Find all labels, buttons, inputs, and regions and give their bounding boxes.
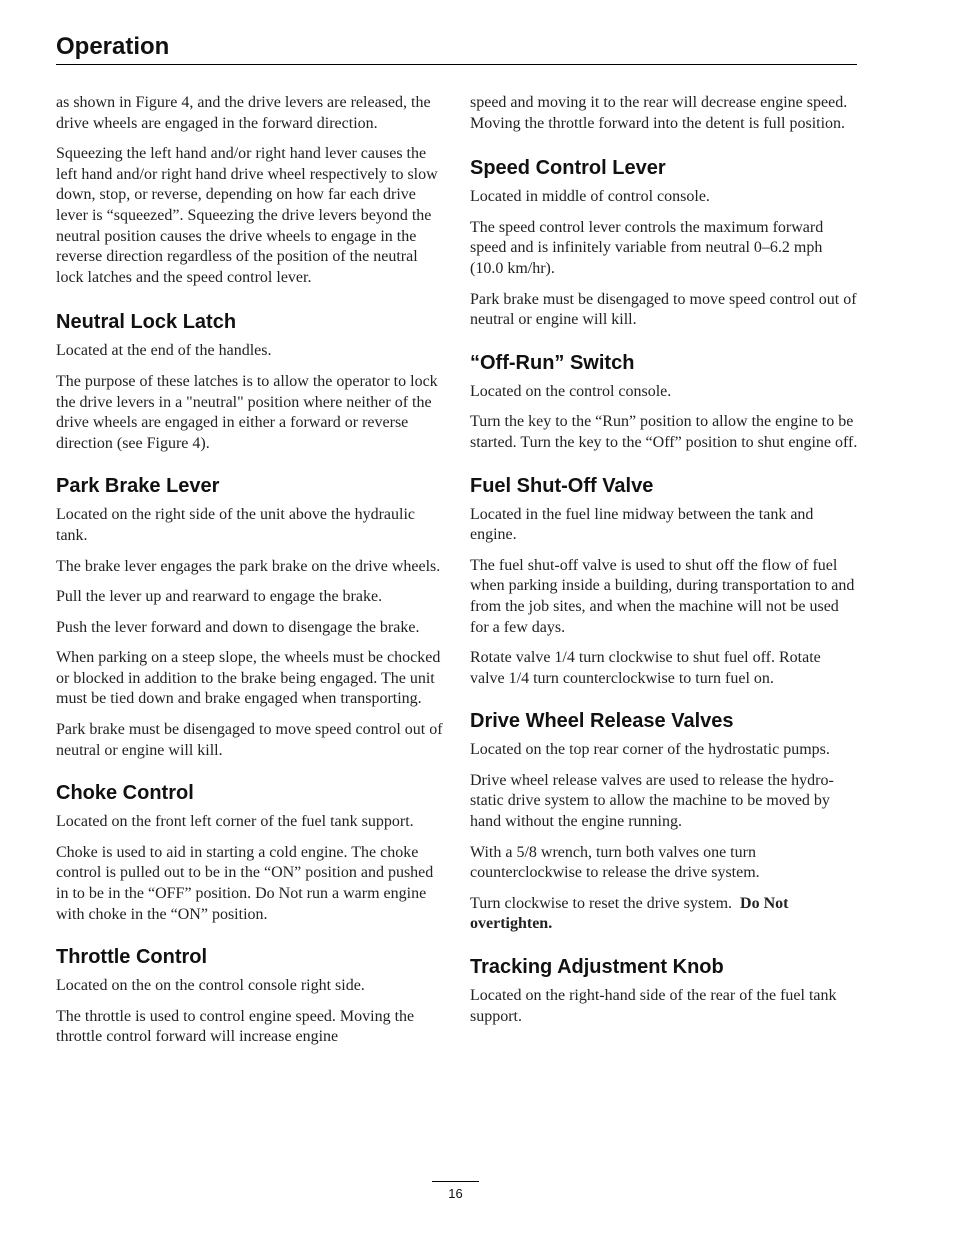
left-column: [56, 93, 444, 1058]
speed-control-location: Located in middle of control console.: [470, 188, 710, 206]
drive-release-reset: [470, 894, 858, 935]
drive-wheel-release-valves-heading: Drive Wheel Release Valves: [470, 710, 734, 733]
choke-control-heading: Choke Control: [56, 782, 194, 805]
park-brake-speed-note: Park brake must be disengaged to move speed control out of neutral or engine will kill.: [56, 721, 443, 759]
off-run-usage: Turn the key to the “Run” position to allow the engine to be started. Turn the key to the “Off” position to shut engine off.: [470, 413, 858, 451]
throttle-usage: The throttle is used to control engine speed. Moving the throttle control forward will increase engine: [56, 1007, 415, 1046]
fuel-valve-location: Located in the fuel line midway between the tank and engine.: [470, 505, 814, 544]
fuel-shutoff-valve-heading: Fuel Shut-Off Valve: [470, 474, 654, 497]
do-not-overtighten-warning: Do Not overtighten.: [470, 894, 789, 933]
neutral-lock-purpose: The purpose of these latches is to allow the operator to lock the drive levers in a "neutral" position where neither of the drive wheels are engaged in either a forward or reverse direction (see Figure 4).: [56, 372, 438, 452]
park-brake-slope-warning: When parking on a steep slope, the wheels must be chocked or blocked in addition to the brake being engaged. The unit must be tied down and brake engaged when transporting.: [56, 649, 441, 708]
drive-release-procedure: With a 5/8 wrench, turn both valves one turn counterclockwise to release the drive system.: [470, 843, 760, 882]
fuel-valve-rotation: Rotate valve 1/4 turn clockwise to shut fuel off. Rotate valve 1/4 turn counterclockwise to turn fuel on.: [470, 649, 821, 687]
throttle-control-heading: Throttle Control: [56, 946, 208, 969]
speed-control-function: The speed control lever controls the maximum forward speed and is infinitely variable from neutral 0–6.2 mph (10.0 km/hr).: [470, 218, 824, 277]
drive-release-location: Located on the top rear corner of the hydrostatic pumps.: [470, 741, 830, 759]
throttle-usage-continued: speed and moving it to the rear will decrease engine speed. Moving the throttle forward into the detent is full position.: [470, 94, 848, 132]
drive-release-reset-text: Turn clockwise to reset the drive system.: [470, 894, 733, 912]
park-brake-lever-heading: Park Brake Lever: [56, 475, 220, 498]
park-brake-engage: Pull the lever up and rearward to engage the brake.: [56, 588, 383, 606]
fuel-valve-purpose: The fuel shut-off valve is used to shut off the flow of fuel when parking inside a building, during transportation to and from the job sites, and when the machine will not be used for a few days.: [470, 556, 855, 636]
tracking-knob-location: Located on the right-hand side of the rear of the fuel tank support.: [470, 987, 837, 1025]
park-brake-disengage: Push the lever forward and down to disengage the brake.: [56, 618, 420, 636]
right-column: [470, 93, 858, 1037]
off-run-location: Located on the control console.: [470, 382, 672, 400]
choke-usage: Choke is used to aid in starting a cold engine. The choke control is pulled out to be in the “ON” position and pushed in to be in the “OFF” position. Do Not run a warm engine with choke in the “ON” position.: [56, 843, 434, 923]
park-brake-location: Located on the right side of the unit above the hydraulic tank.: [56, 506, 415, 544]
intro-paragraph-1: as shown in Figure 4, and the drive levers are released, the drive wheels are engaged in the forward direction.: [56, 94, 431, 132]
footer-divider: [432, 1181, 479, 1182]
intro-paragraph-2: Squeezing the left hand and/or right hand lever causes the left hand and/or right hand drive wheel respectively to slow down, stop, or reverse, depending on how far each drive lever is “squeezed”. Squeezing the drive levers beyond the neutral position causes the drive wheels to engage in the reverse direction regardless of the position of the neutral lock latches and the speed control lever.: [56, 145, 438, 286]
neutral-lock-latch-heading: Neutral Lock Latch: [56, 311, 237, 334]
speed-control-brake-note: Park brake must be disengaged to move speed control out of neutral or engine will kill.: [470, 290, 857, 329]
header-divider: [56, 64, 857, 65]
park-brake-function: The brake lever engages the park brake on the drive wheels.: [56, 557, 441, 575]
throttle-location: Located on the on the control console right side.: [56, 977, 365, 995]
drive-release-purpose: Drive wheel release valves are used to release the hydro-static drive system to allow the machine to be moved by hand without the engine running.: [470, 771, 834, 831]
speed-control-lever-heading: Speed Control Lever: [470, 157, 666, 180]
tracking-adjustment-knob-heading: Tracking Adjustment Knob: [470, 956, 724, 979]
choke-location: Located on the front left corner of the fuel tank support.: [56, 813, 414, 831]
off-run-switch-heading: “Off-Run” Switch: [470, 351, 635, 374]
neutral-lock-location: Located at the end of the handles.: [56, 342, 272, 360]
page-section-title: Operation: [56, 33, 170, 60]
page-number: 16: [448, 1186, 463, 1201]
